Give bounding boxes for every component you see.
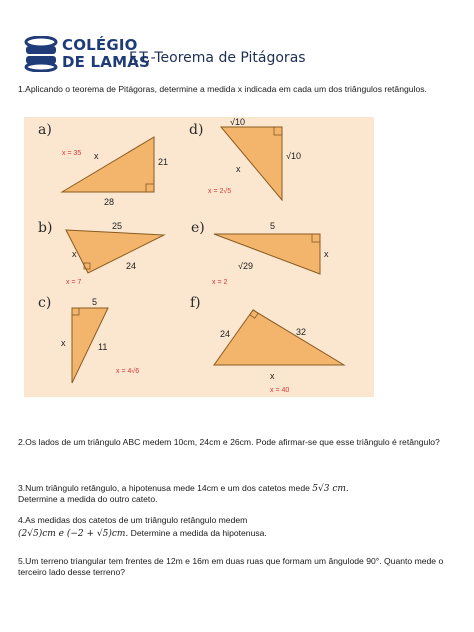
triangle-e-answer: x = 2: [212, 279, 228, 286]
triangle-c-side2: 11: [98, 342, 108, 352]
triangle-c-answer: x = 4√6: [116, 368, 140, 375]
logo-line-2: DE LAMAS: [62, 53, 151, 71]
label-a: a): [38, 122, 52, 138]
triangle-d-answer: x = 2√5: [208, 188, 232, 195]
triangle-e-x: x: [324, 249, 329, 259]
triangle-e: [214, 234, 320, 274]
triangle-f-x: x: [270, 371, 275, 381]
question-4-tail: Determine a medida da hipotenusa.: [130, 528, 267, 538]
label-b: b): [38, 220, 53, 236]
triangle-b-x: x: [72, 249, 77, 259]
label-f: f): [190, 295, 201, 311]
triangle-e-side2: √29: [238, 261, 253, 271]
triangle-a-side2: 28: [104, 197, 115, 207]
triangle-d-side2: √10: [286, 151, 301, 161]
label-d: d): [189, 122, 204, 138]
triangle-c-side1: 5: [92, 297, 98, 307]
triangle-f-answer: x = 40: [270, 387, 290, 394]
page-title: F.T.-Teorema de Pitágoras: [129, 50, 306, 66]
triangle-a-answer: x = 35: [62, 150, 82, 157]
triangle-b-answer: x = 7: [66, 279, 82, 286]
triangle-f-side1: 24: [220, 329, 231, 339]
triangle-f-side2: 32: [296, 327, 307, 337]
triangle-e-side1: 5: [270, 221, 276, 231]
triangle-c-x: x: [61, 338, 66, 348]
triangle-a: [62, 137, 154, 192]
question-4-line-1: 4.As medidas dos catetos de um triângulo retângulo medem: [18, 515, 248, 525]
triangle-b-side1: 25: [112, 221, 123, 231]
triangles-svg: [24, 117, 374, 397]
question-3-line-2: Determine a medida do outro cateto.: [18, 494, 158, 504]
triangle-b-side2: 24: [126, 261, 137, 271]
question-5: 5.Um terreno triangular tem frentes de 12m e 16m em duas ruas que formam um ângulode 90°. Quanto mede o terceiro lado desse terreno?: [18, 556, 444, 577]
logo-line-1: COLÉGIO: [62, 36, 138, 54]
triangle-b: [66, 230, 164, 273]
question-1: 1.Aplicando o teorema de Pitágoras, determine a medida x indicada em cada um dos triângulos retângulos.: [18, 84, 427, 94]
question-4-math: (2√5)cm e (−2 + √5)cm.: [18, 529, 129, 539]
triangle-a-x: x: [94, 151, 99, 161]
label-c: c): [38, 295, 52, 311]
triangle-d-x: x: [236, 164, 241, 174]
question-3-text: 3.Num triângulo retângulo, a hipotenusa mede 14cm e um dos catetos mede: [18, 483, 310, 493]
question-2: 2.Os lados de um triângulo ABC medem 10cm, 24cm e 26cm. Pode afirmar-se que esse triângulo é retângulo?: [18, 437, 440, 447]
triangle-a-side1: 21: [158, 157, 169, 167]
question-3-math: 5√3 cm.: [312, 484, 349, 494]
triangle-d-side1: √10: [230, 117, 245, 127]
triangle-f: [214, 310, 344, 365]
question-4-line-2: [18, 528, 458, 540]
label-e: e): [191, 220, 205, 236]
triangles-figure: [24, 117, 374, 397]
school-logo-icon: [22, 36, 60, 72]
